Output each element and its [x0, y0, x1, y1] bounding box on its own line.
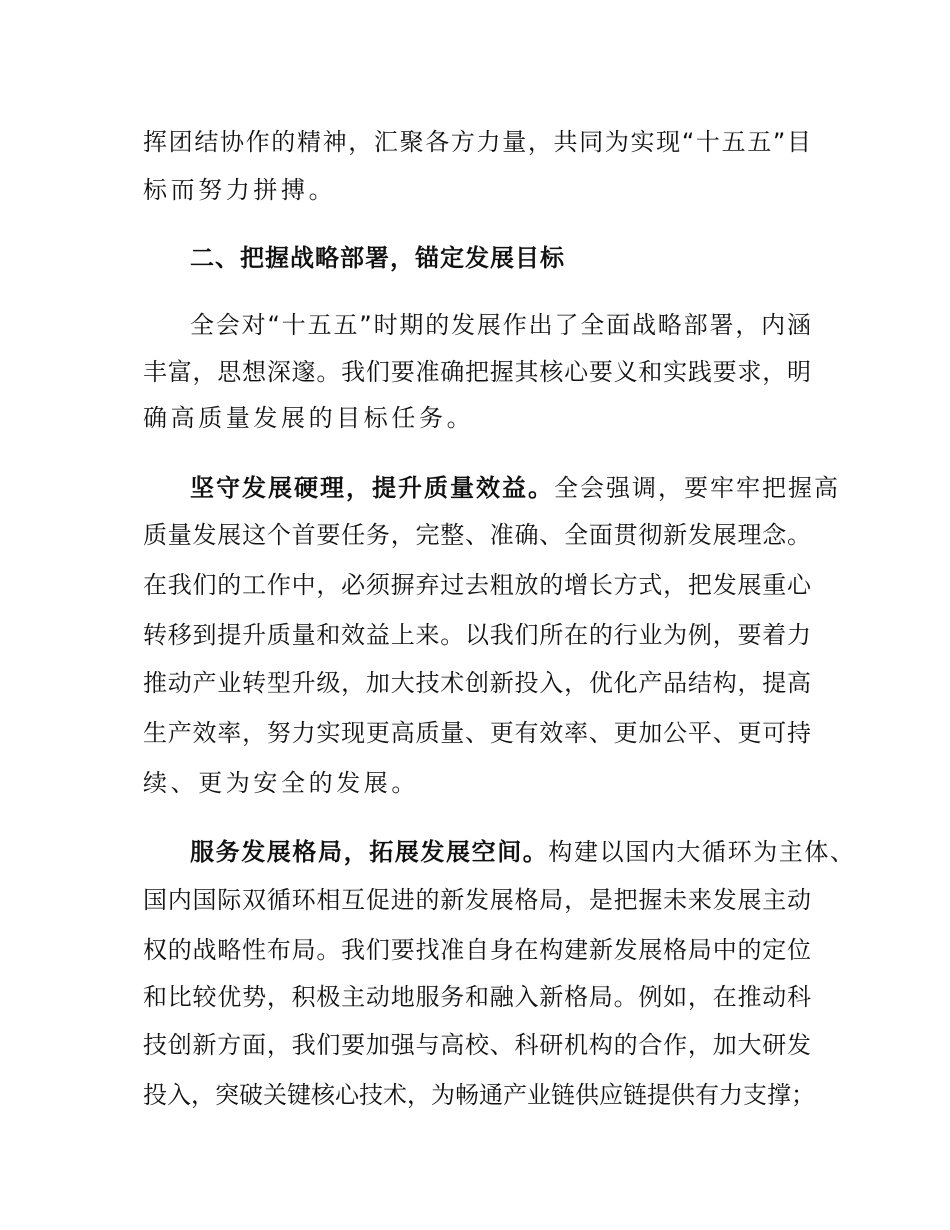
text-line: 投入，突破关键核心技术，为畅通产业链供应链提供有力支撑； [143, 1081, 815, 1109]
paragraph-lead: 服务发展格局，拓展发展空间。 [190, 838, 549, 866]
text-line: 技创新方面，我们要加强与高校、科研机构的合作，加大研发 [143, 1031, 811, 1059]
text-span: 全会强调，要牢牢把握高 [554, 474, 840, 502]
section-heading: 二、把握战略部署，锚定发展目标 [190, 244, 565, 272]
text-span: 构建以国内大循环为主体、 [548, 838, 856, 866]
text-line: 质量发展这个首要任务，完整、准确、全面贯彻新发展理念。 [143, 521, 811, 549]
text-line: 转移到提升质量和效益上来。以我们所在的行业为例，要着力 [143, 621, 811, 649]
text-line: 权的战略性布局。我们要找准自身在构建新发展格局中的定位 [143, 936, 811, 964]
text-line [190, 836, 856, 868]
text-line: 全会对“十五五”时期的发展作出了全面战略部署，内涵 [190, 311, 811, 339]
text-line: 续、更为安全的发展。 [143, 769, 419, 797]
text-line: 挥团结协作的精神，汇聚各方力量，共同为实现“十五五”目 [143, 128, 811, 156]
text-line [190, 472, 840, 504]
text-line: 生产效率，努力实现更高质量、更有效率、更加公平、更可持 [143, 719, 811, 747]
text-line: 和比较优势，积极主动地服务和融入新格局。例如，在推动科 [143, 983, 811, 1011]
text-line: 国内国际双循环相互促进的新发展格局，是把握未来发展主动 [143, 886, 811, 914]
text-line: 丰富，思想深邃。我们要准确把握其核心要义和实践要求，明 [143, 358, 811, 386]
text-line: 在我们的工作中，必须摒弃过去粗放的增长方式，把发展重心 [143, 571, 811, 599]
paragraph-lead: 坚守发展硬理，提升质量效益。 [190, 474, 554, 502]
text-line: 确高质量发展的目标任务。 [143, 404, 475, 432]
text-line: 标而努力拼搏。 [143, 176, 337, 204]
text-line: 推动产业转型升级，加大技术创新投入，优化产品结构，提高 [143, 669, 811, 697]
